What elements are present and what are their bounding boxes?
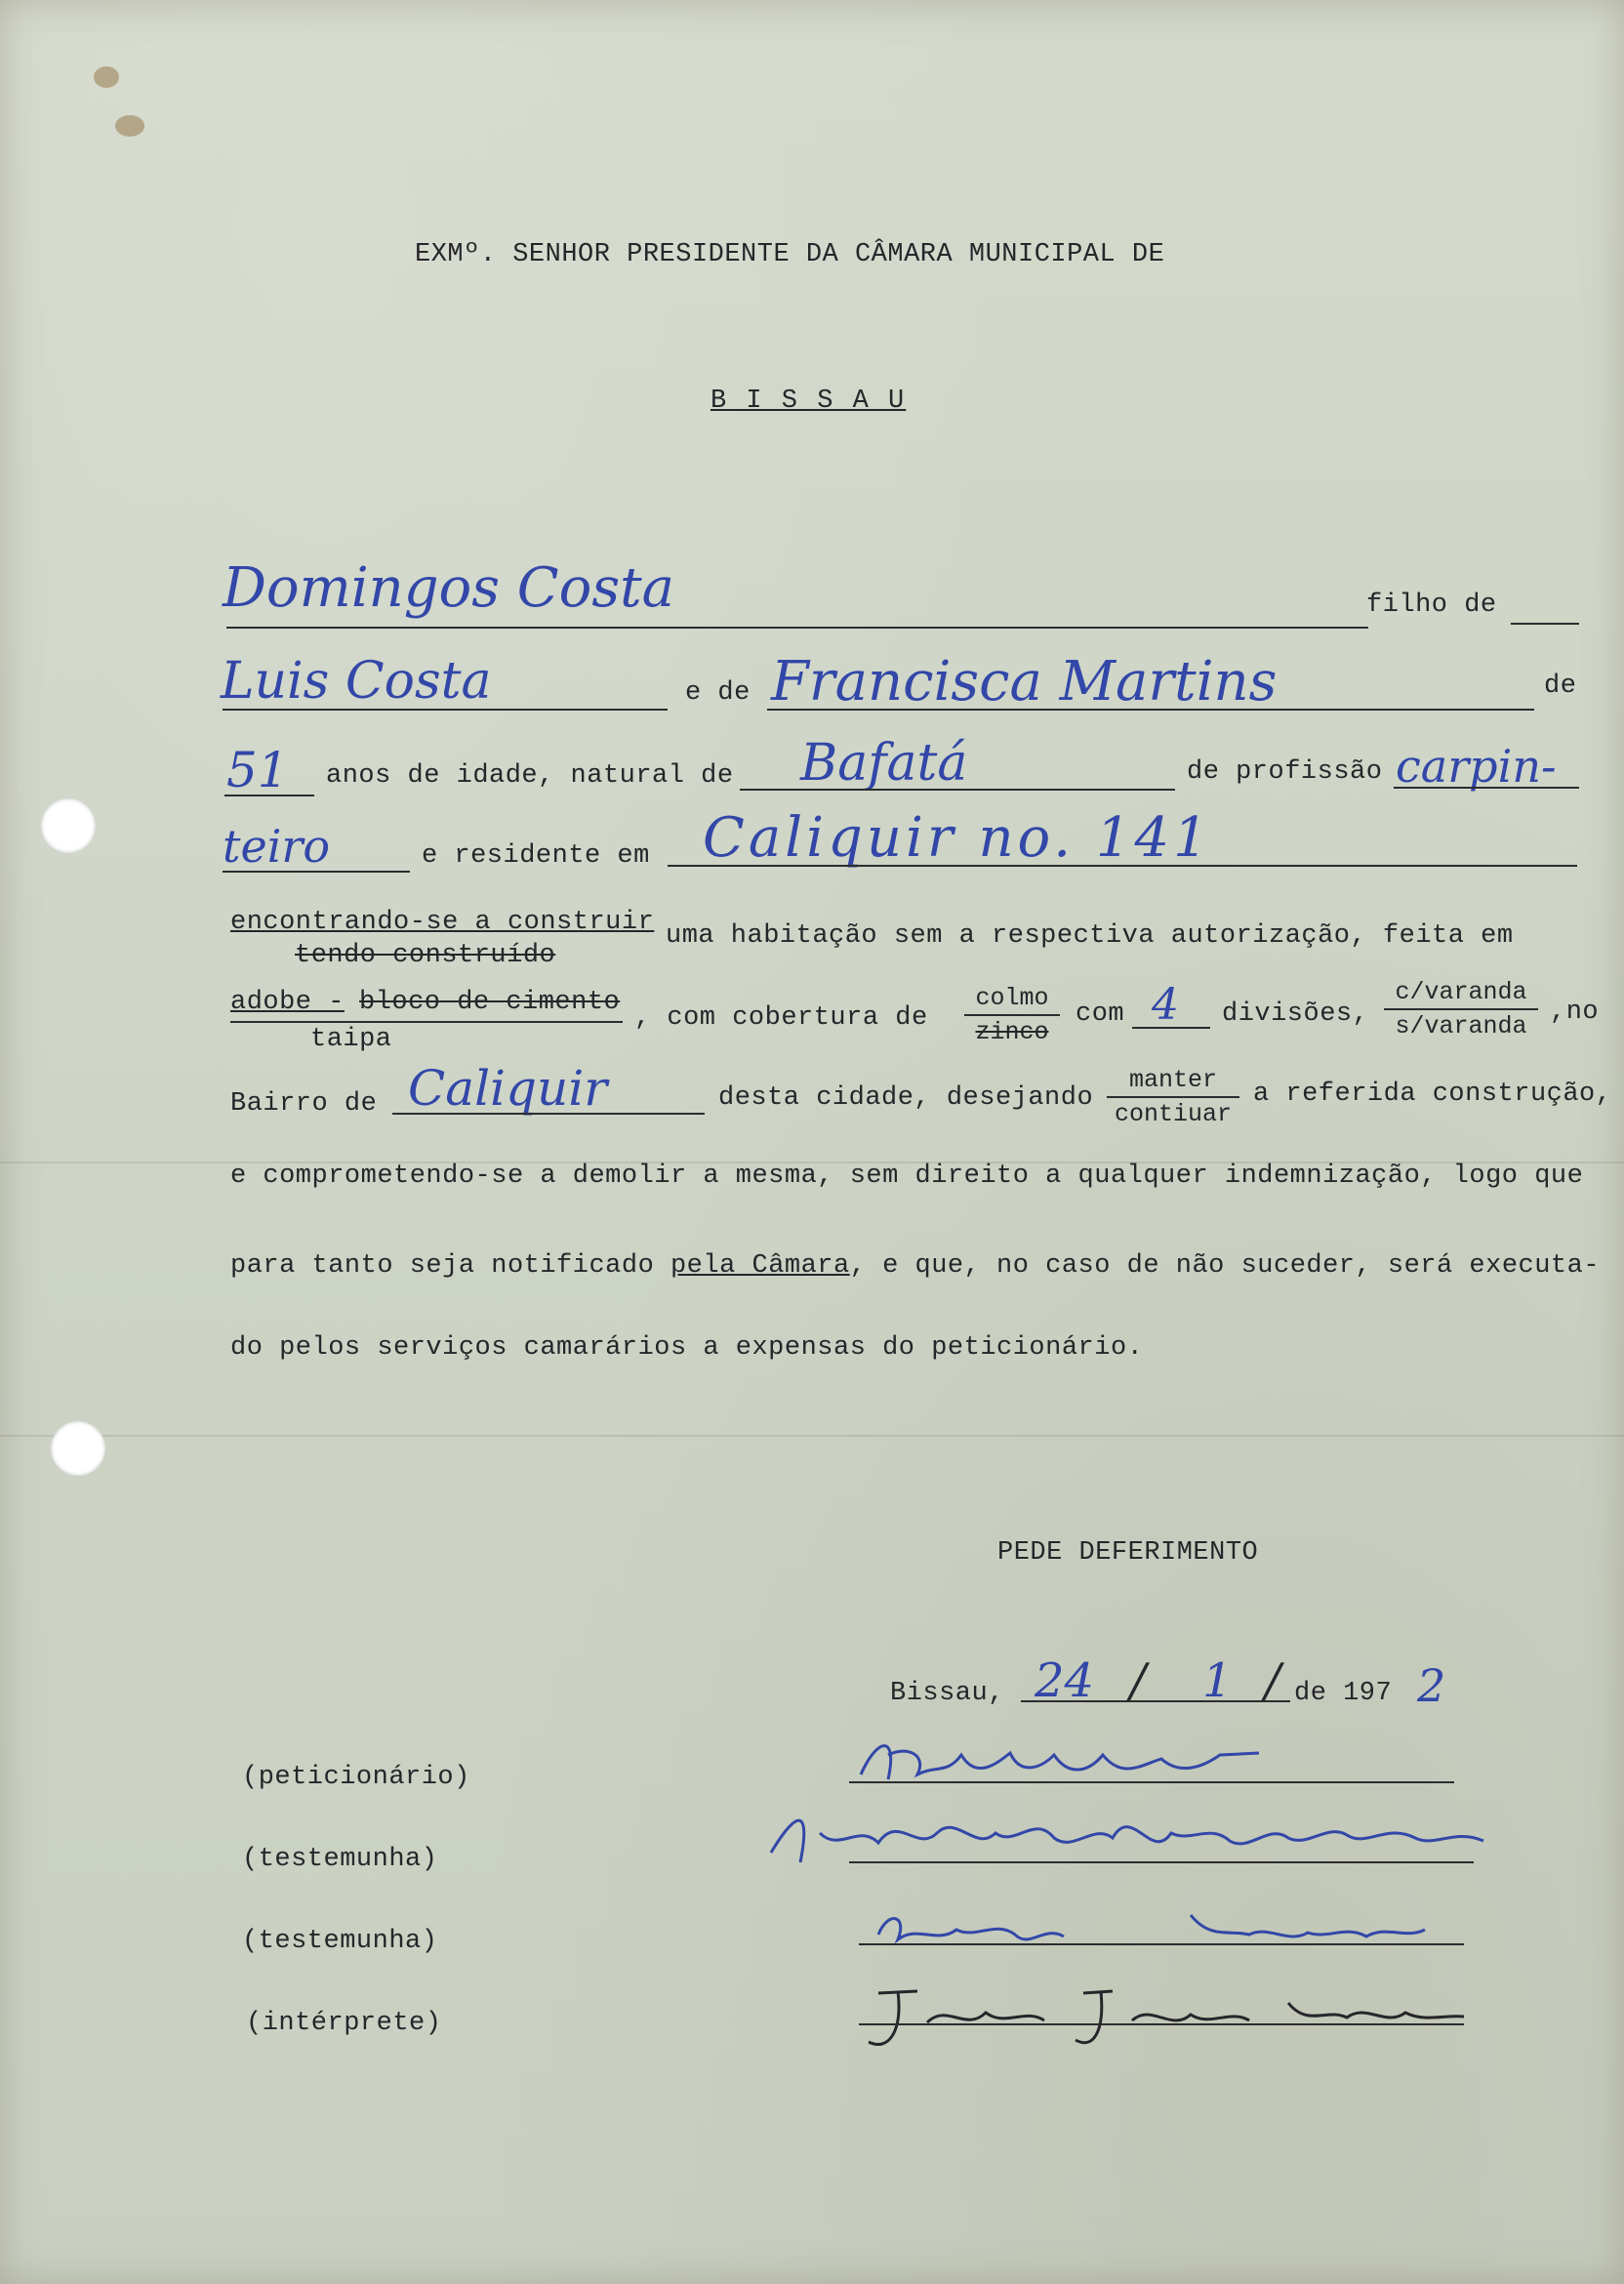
text-no: ,no [1550,998,1600,1027]
text-com: com [1076,999,1125,1029]
handwritten-profession: carpin- [1396,740,1557,793]
handwritten-divisions: 4 [1152,980,1179,1030]
roof-colmo: colmo [975,984,1049,1012]
rust-stain [115,115,144,137]
text-habitacao: uma habitação sem a respectiva autorização, feita em [666,921,1514,951]
text-bairro: Bairro de [230,1089,378,1119]
date-separator: / [1130,1653,1147,1708]
roof-zinco-struck: zinco [975,1018,1049,1046]
label-profissao: de profissão [1187,757,1383,787]
punch-hole [51,1421,105,1476]
date-place: Bissau, [890,1679,1004,1708]
material-adobe: adobe - [230,988,345,1017]
label-de: de [1544,672,1577,701]
addressee-line: EXMº. SENHOR PRESIDENTE DA CÂMARA MUNICIPAL DE [415,240,1165,269]
material-taipa: taipa [310,1025,392,1054]
paragraph-pela-camara: pela Câmara [670,1251,850,1281]
city-heading: B I S S A U [710,387,907,416]
date-month: 1 [1202,1653,1233,1708]
label-testemunha-2: (testemunha) [242,1927,438,1956]
veranda-choice [1384,978,1538,1040]
label-filho-de: filho de [1366,591,1497,620]
handwritten-name: Domingos Costa [223,556,674,620]
roof-choice [964,984,1060,1046]
date-day: 24 [1035,1653,1095,1708]
signature-interprete [859,1974,1483,2061]
handwritten-mother: Francisca Martins [771,650,1278,714]
label-e-de: e de [685,678,751,708]
date-underline [1021,1700,1290,1702]
date-year-prefix: de 197 [1294,1679,1393,1708]
keep-continuar: contiuar [1114,1100,1233,1128]
profession-underline [1394,787,1579,789]
material-line [230,1021,623,1023]
paragraph-line-2 [230,1251,1600,1281]
handwritten-age: 51 [226,742,289,798]
residence-underline [668,865,1577,867]
label-residente: e residente em [422,841,650,871]
name-underline [226,627,1368,629]
filler-line [1511,623,1579,625]
material-bloco-struck: bloco de cimento [359,988,621,1017]
date-year-digit: 2 [1417,1659,1446,1712]
veranda-sem: s/varanda [1395,1012,1527,1040]
handwritten-birthplace: Bafatá [800,734,968,793]
label-testemunha-1: (testemunha) [242,1845,438,1874]
keep-manter: manter [1128,1066,1217,1094]
text-cobertura: , com cobertura de [634,1003,928,1033]
paragraph-line-1: e comprometendo-se a demolir a mesma, sem direito a qualquer indemnização, logo que [230,1162,1584,1191]
label-interprete: (intérprete) [246,2009,442,2038]
profession-cont-underline [223,871,410,873]
paragraph-line-3: do pelos serviços camarários a expensas do peticionário. [230,1333,1144,1363]
signature-testemunha-2 [859,1896,1483,1964]
date-separator: / [1265,1653,1281,1708]
handwritten-father: Luis Costa [221,652,492,711]
label-anos-natural: anos de idade, natural de [326,761,734,791]
handwritten-profession-cont: teiro [223,820,331,873]
text-referida: a referida construção, [1253,1080,1612,1109]
label-peticionario: (peticionário) [242,1763,470,1792]
pede-deferimento: PEDE DEFERIMENTO [997,1538,1259,1568]
punch-hole [41,798,96,853]
option-building-selected: encontrando-se a construir [230,908,655,937]
handwritten-residence: Caliquir no. 141 [703,806,1212,870]
rust-stain [94,66,119,88]
age-underline [224,795,314,796]
neighbourhood-underline [392,1113,705,1115]
fold-crease [0,1435,1624,1437]
signature-peticionario [849,1726,1474,1804]
handwritten-neighbourhood: Caliquir [408,1060,608,1117]
mother-underline [767,709,1534,711]
paragraph-line-2a: para tanto seja notificado [230,1251,670,1281]
paragraph-line-2c: , e que, no caso de não suceder, será executa- [849,1251,1601,1281]
birthplace-underline [740,789,1175,791]
father-underline [223,709,668,711]
keep-choice [1107,1066,1239,1128]
option-building-struck: tendo construído [295,941,556,970]
signature-testemunha-1 [742,1794,1522,1882]
veranda-com: c/varanda [1395,978,1527,1006]
text-desta-cidade: desta cidade, desejando [718,1083,1094,1113]
divisions-underline [1132,1027,1210,1029]
text-divisoes: divisões, [1222,999,1369,1029]
